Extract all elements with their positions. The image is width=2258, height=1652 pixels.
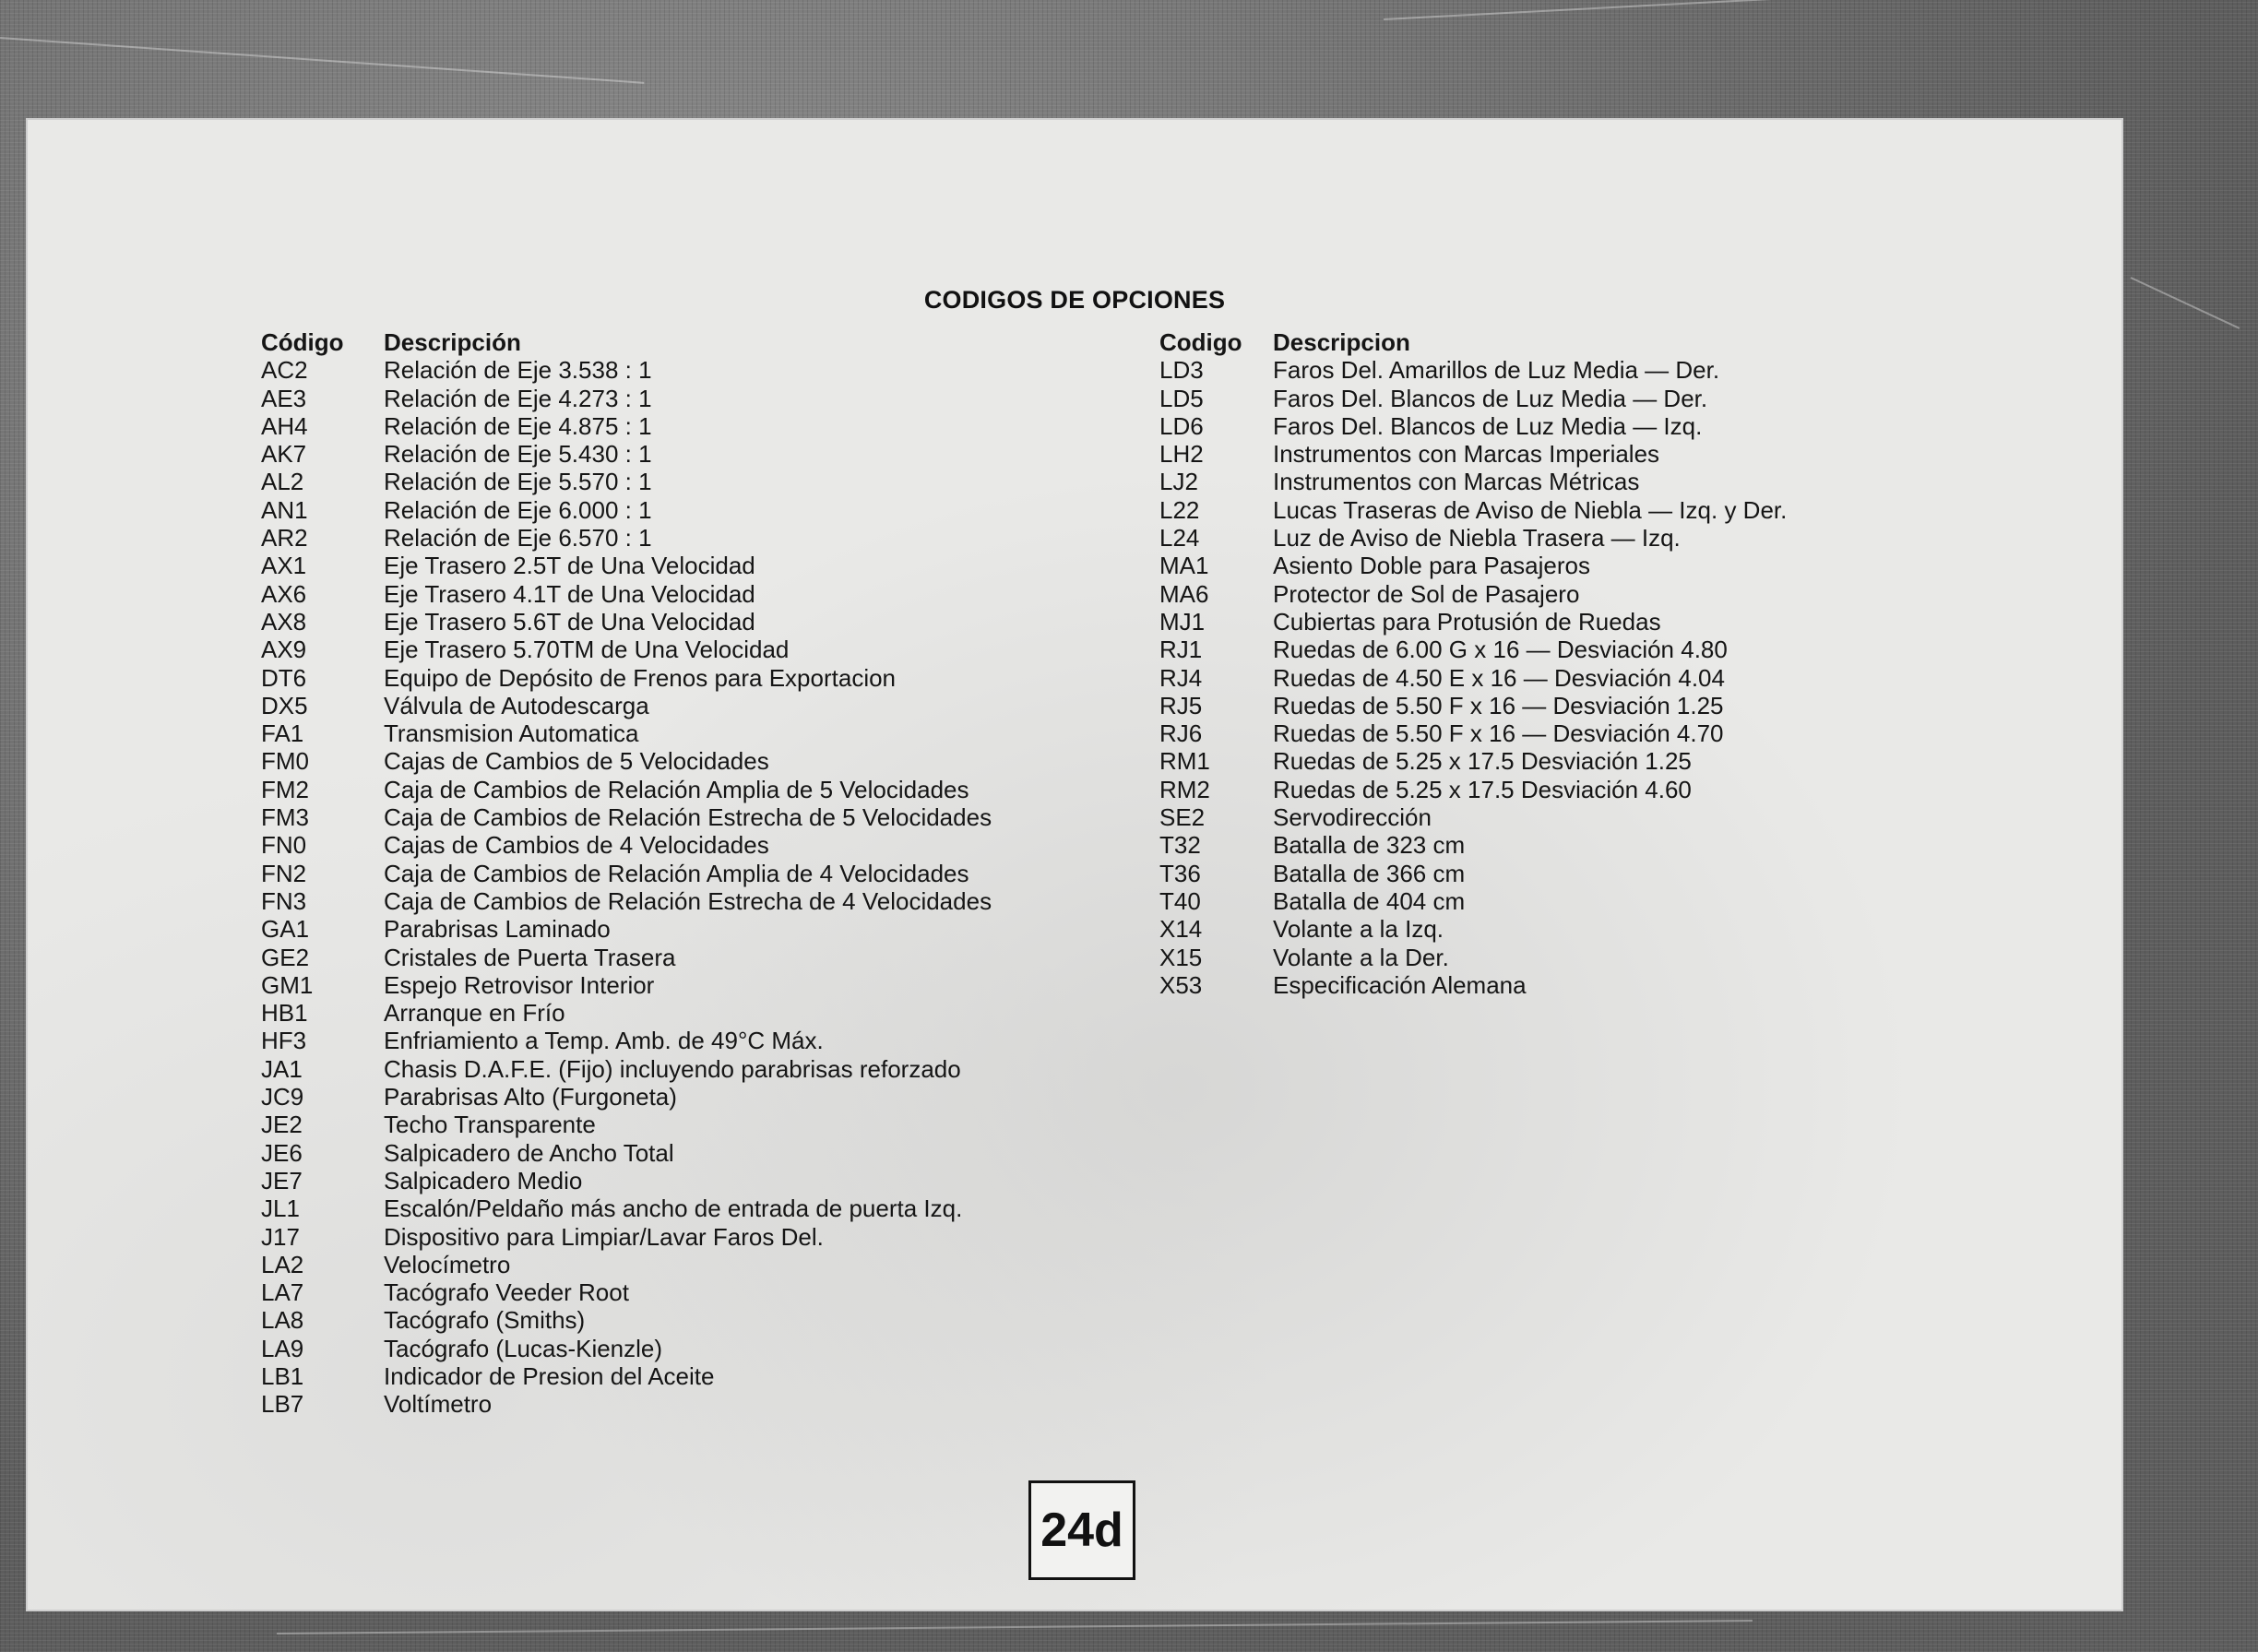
option-code: AN1	[261, 495, 308, 524]
option-description: Luz de Aviso de Niebla Trasera — Izq.	[1273, 524, 1681, 553]
page-title: CODIGOS DE OPCIONES	[923, 286, 1226, 314]
option-description: Volante a la Izq.	[1273, 915, 1444, 944]
description-header: Descripcion	[1273, 328, 1410, 356]
table-row	[261, 1306, 992, 1334]
table-row	[261, 831, 992, 859]
option-code: AH4	[261, 411, 308, 440]
option-code: FM2	[261, 775, 309, 803]
table-row	[261, 440, 992, 468]
table-row	[1159, 860, 1787, 887]
table-row	[261, 1027, 992, 1054]
option-description: Cajas de Cambios de 4 Velocidades	[384, 831, 769, 860]
table-row	[1159, 468, 1787, 495]
option-code: AE3	[261, 384, 307, 412]
option-code: AX6	[261, 579, 307, 608]
option-description: Voltímetro	[384, 1390, 493, 1419]
option-code: GE2	[261, 943, 310, 971]
table-row	[261, 719, 992, 747]
option-code: RJ5	[1159, 691, 1203, 719]
table-row	[1159, 944, 1787, 971]
option-description: Cubiertas para Protusión de Ruedas	[1273, 607, 1661, 636]
table-row	[261, 1167, 992, 1194]
option-description: Caja de Cambios de Relación Estrecha de 4 Velocidades	[384, 886, 992, 915]
table-row	[261, 636, 992, 663]
table-row	[261, 776, 992, 803]
option-description: Faros Del. Amarillos de Luz Media — Der.	[1273, 356, 1720, 385]
table-row	[1159, 692, 1787, 719]
option-description: Eje Trasero 2.5T de Una Velocidad	[384, 552, 755, 580]
option-description: Ruedas de 5.50 F x 16 — Desviación 1.25	[1273, 691, 1724, 719]
table-row	[1159, 552, 1787, 579]
option-description: Eje Trasero 5.70TM de Una Velocidad	[384, 636, 790, 664]
option-code: LA9	[261, 1334, 304, 1362]
table-row	[261, 1278, 992, 1306]
option-code: JC9	[261, 1083, 304, 1111]
option-description: Equipo de Depósito de Frenos para Exportacion	[384, 663, 897, 692]
option-code: X53	[1159, 970, 1203, 999]
option-code: AX8	[261, 607, 307, 636]
table-row	[1159, 412, 1787, 440]
table-row	[1159, 356, 1787, 384]
table-row	[261, 1223, 992, 1251]
option-description: Techo Transparente	[384, 1111, 596, 1139]
table-row	[1159, 831, 1787, 859]
page-number-box	[1028, 1480, 1135, 1580]
option-description: Caja de Cambios de Relación Amplia de 4 Velocidades	[384, 859, 969, 887]
option-description: Salpicadero Medio	[384, 1166, 583, 1194]
code-header: Codigo	[1159, 328, 1242, 356]
option-code: HB1	[261, 999, 308, 1028]
table-row	[261, 552, 992, 579]
option-code: SE2	[1159, 803, 1206, 832]
option-code: LB1	[261, 1361, 304, 1390]
option-description: Transmision Automatica	[384, 719, 639, 748]
table-row	[1159, 608, 1787, 636]
option-code: FM3	[261, 803, 309, 832]
document-sheet	[28, 120, 2121, 1610]
option-code: T40	[1159, 886, 1201, 915]
option-code: RJ4	[1159, 663, 1203, 692]
option-description: Relación de Eje 4.875 : 1	[384, 411, 652, 440]
table-row	[1159, 776, 1787, 803]
option-description: Chasis D.A.F.E. (Fijo) incluyendo parabrisas reforzado	[384, 1054, 961, 1083]
table-header	[261, 328, 992, 356]
code-header: Código	[261, 328, 344, 356]
table-row	[261, 468, 992, 495]
option-code: DX5	[261, 691, 308, 719]
option-code: LD3	[1159, 356, 1204, 385]
table-row	[261, 412, 992, 440]
table-row	[261, 385, 992, 412]
option-code: AX1	[261, 552, 307, 580]
option-description: Servodirección	[1273, 803, 1432, 832]
table-row	[261, 887, 992, 915]
option-description: Indicador de Presion del Aceite	[384, 1361, 715, 1390]
option-description: Dispositivo para Limpiar/Lavar Faros Del.	[384, 1222, 824, 1251]
option-code: GM1	[261, 970, 314, 999]
option-code: RJ6	[1159, 719, 1203, 748]
table-row	[261, 664, 992, 692]
description-header: Descripción	[384, 328, 521, 356]
option-code: MA6	[1159, 579, 1209, 608]
option-code: L24	[1159, 524, 1200, 553]
table-row	[1159, 664, 1787, 692]
option-description: Relación de Eje 6.000 : 1	[384, 495, 652, 524]
option-code: T36	[1159, 859, 1201, 887]
option-code: JE7	[261, 1166, 303, 1194]
option-code: MJ1	[1159, 607, 1206, 636]
option-code: JL1	[261, 1194, 300, 1223]
option-description: Enfriamiento a Temp. Amb. de 49°C Máx.	[384, 1027, 824, 1055]
option-description: Faros Del. Blancos de Luz Media — Izq.	[1273, 411, 1703, 440]
table-row	[261, 1251, 992, 1278]
scratch-line	[277, 1620, 1753, 1634]
scratch-line	[2131, 277, 2240, 329]
option-code: J17	[261, 1222, 300, 1251]
option-code: FA1	[261, 719, 304, 748]
option-code: LD6	[1159, 411, 1204, 440]
option-description: Parabrisas Alto (Furgoneta)	[384, 1083, 677, 1111]
option-description: Lucas Traseras de Aviso de Niebla — Izq. y Der.	[1273, 495, 1788, 524]
table-row	[261, 524, 992, 552]
table-row	[1159, 580, 1787, 608]
table-row	[261, 747, 992, 775]
option-code: JA1	[261, 1054, 303, 1083]
option-description: Ruedas de 5.25 x 17.5 Desviación 4.60	[1273, 775, 1692, 803]
option-description: Instrumentos con Marcas Imperiales	[1273, 440, 1660, 469]
option-code: FM0	[261, 747, 309, 776]
option-description: Relación de Eje 5.570 : 1	[384, 468, 652, 496]
table-row	[261, 356, 992, 384]
option-description: Caja de Cambios de Relación Amplia de 5 Velocidades	[384, 775, 969, 803]
option-description: Volante a la Der.	[1273, 943, 1449, 971]
option-description: Protector de Sol de Pasajero	[1273, 579, 1580, 608]
table-row	[261, 971, 992, 999]
option-code: RM2	[1159, 775, 1210, 803]
table-row	[1159, 887, 1787, 915]
option-description: Eje Trasero 4.1T de Una Velocidad	[384, 579, 755, 608]
table-row	[261, 692, 992, 719]
option-description: Tacógrafo (Lucas-Kienzle)	[384, 1334, 663, 1362]
option-description: Escalón/Peldaño más ancho de entrada de puerta Izq.	[384, 1194, 963, 1223]
option-code: AC2	[261, 356, 308, 385]
table-row	[261, 1083, 992, 1111]
table-row	[261, 1139, 992, 1167]
option-description: Cristales de Puerta Trasera	[384, 943, 676, 971]
option-description: Salpicadero de Ancho Total	[384, 1138, 674, 1167]
table-row	[1159, 803, 1787, 831]
table-row	[261, 1335, 992, 1362]
table-row	[1159, 747, 1787, 775]
option-description: Batalla de 366 cm	[1273, 859, 1466, 887]
table-row	[261, 1390, 992, 1418]
option-code: T32	[1159, 831, 1201, 860]
option-description: Especificación Alemana	[1273, 970, 1527, 999]
option-code: RJ1	[1159, 636, 1203, 664]
table-row	[261, 944, 992, 971]
table-row	[261, 1194, 992, 1222]
table-row	[261, 608, 992, 636]
table-row	[1159, 636, 1787, 663]
table-row	[1159, 496, 1787, 524]
option-code: GA1	[261, 915, 310, 944]
option-code: L22	[1159, 495, 1200, 524]
table-row	[1159, 719, 1787, 747]
option-description: Eje Trasero 5.6T de Una Velocidad	[384, 607, 755, 636]
option-description: Tacógrafo (Smiths)	[384, 1306, 586, 1335]
option-code: X14	[1159, 915, 1203, 944]
table-row	[1159, 524, 1787, 552]
table-row	[261, 496, 992, 524]
option-code: LA8	[261, 1306, 304, 1335]
option-code: LJ2	[1159, 468, 1198, 496]
option-description: Relación de Eje 6.570 : 1	[384, 524, 652, 553]
scratch-line	[0, 37, 644, 84]
option-description: Asiento Doble para Pasajeros	[1273, 552, 1590, 580]
option-description: Arranque en Frío	[384, 999, 565, 1028]
option-description: Relación de Eje 4.273 : 1	[384, 384, 652, 412]
option-description: Tacógrafo Veeder Root	[384, 1278, 629, 1307]
option-description: Ruedas de 5.25 x 17.5 Desviación 1.25	[1273, 747, 1692, 776]
option-code: FN2	[261, 859, 307, 887]
page-number: 24d	[1040, 1503, 1123, 1557]
option-description: Faros Del. Blancos de Luz Media — Der.	[1273, 384, 1708, 412]
option-code: MA1	[1159, 552, 1209, 580]
option-description: Parabrisas Laminado	[384, 915, 611, 944]
right-option-table	[1159, 328, 1787, 999]
option-code: RM1	[1159, 747, 1210, 776]
option-code: LH2	[1159, 440, 1204, 469]
option-description: Batalla de 323 cm	[1273, 831, 1466, 860]
table-row	[261, 1362, 992, 1390]
option-description: Velocímetro	[384, 1250, 511, 1278]
option-code: JE6	[261, 1138, 303, 1167]
option-description: Espejo Retrovisor Interior	[384, 970, 655, 999]
option-description: Caja de Cambios de Relación Estrecha de 5 Velocidades	[384, 803, 992, 832]
table-row	[261, 860, 992, 887]
table-row	[261, 580, 992, 608]
table-row	[261, 915, 992, 943]
left-option-table	[261, 328, 992, 1419]
option-description: Ruedas de 4.50 E x 16 — Desviación 4.04	[1273, 663, 1725, 692]
option-code: LB7	[261, 1390, 304, 1419]
option-description: Cajas de Cambios de 5 Velocidades	[384, 747, 769, 776]
table-row	[1159, 440, 1787, 468]
table-row	[1159, 971, 1787, 999]
option-description: Ruedas de 6.00 G x 16 — Desviación 4.80	[1273, 636, 1728, 664]
option-description: Batalla de 404 cm	[1273, 886, 1466, 915]
option-description: Instrumentos con Marcas Métricas	[1273, 468, 1640, 496]
table-row	[261, 999, 992, 1027]
option-code: FN3	[261, 886, 307, 915]
table-row	[261, 1055, 992, 1083]
table-row	[261, 1111, 992, 1138]
option-description: Válvula de Autodescarga	[384, 691, 649, 719]
option-code: AK7	[261, 440, 307, 469]
option-code: FN0	[261, 831, 307, 860]
option-description: Relación de Eje 5.430 : 1	[384, 440, 652, 469]
table-row	[1159, 385, 1787, 412]
option-code: HF3	[261, 1027, 307, 1055]
table-row	[261, 803, 992, 831]
scratch-line	[1384, 0, 2121, 20]
option-code: X15	[1159, 943, 1203, 971]
option-code: LD5	[1159, 384, 1204, 412]
option-code: AX9	[261, 636, 307, 664]
table-header	[1159, 328, 1787, 356]
option-code: DT6	[261, 663, 307, 692]
option-code: AR2	[261, 524, 308, 553]
option-description: Ruedas de 5.50 F x 16 — Desviación 4.70	[1273, 719, 1724, 748]
option-description: Relación de Eje 3.538 : 1	[384, 356, 652, 385]
option-code: LA2	[261, 1250, 304, 1278]
table-row	[1159, 915, 1787, 943]
option-code: LA7	[261, 1278, 304, 1307]
option-code: JE2	[261, 1111, 303, 1139]
option-code: AL2	[261, 468, 304, 496]
